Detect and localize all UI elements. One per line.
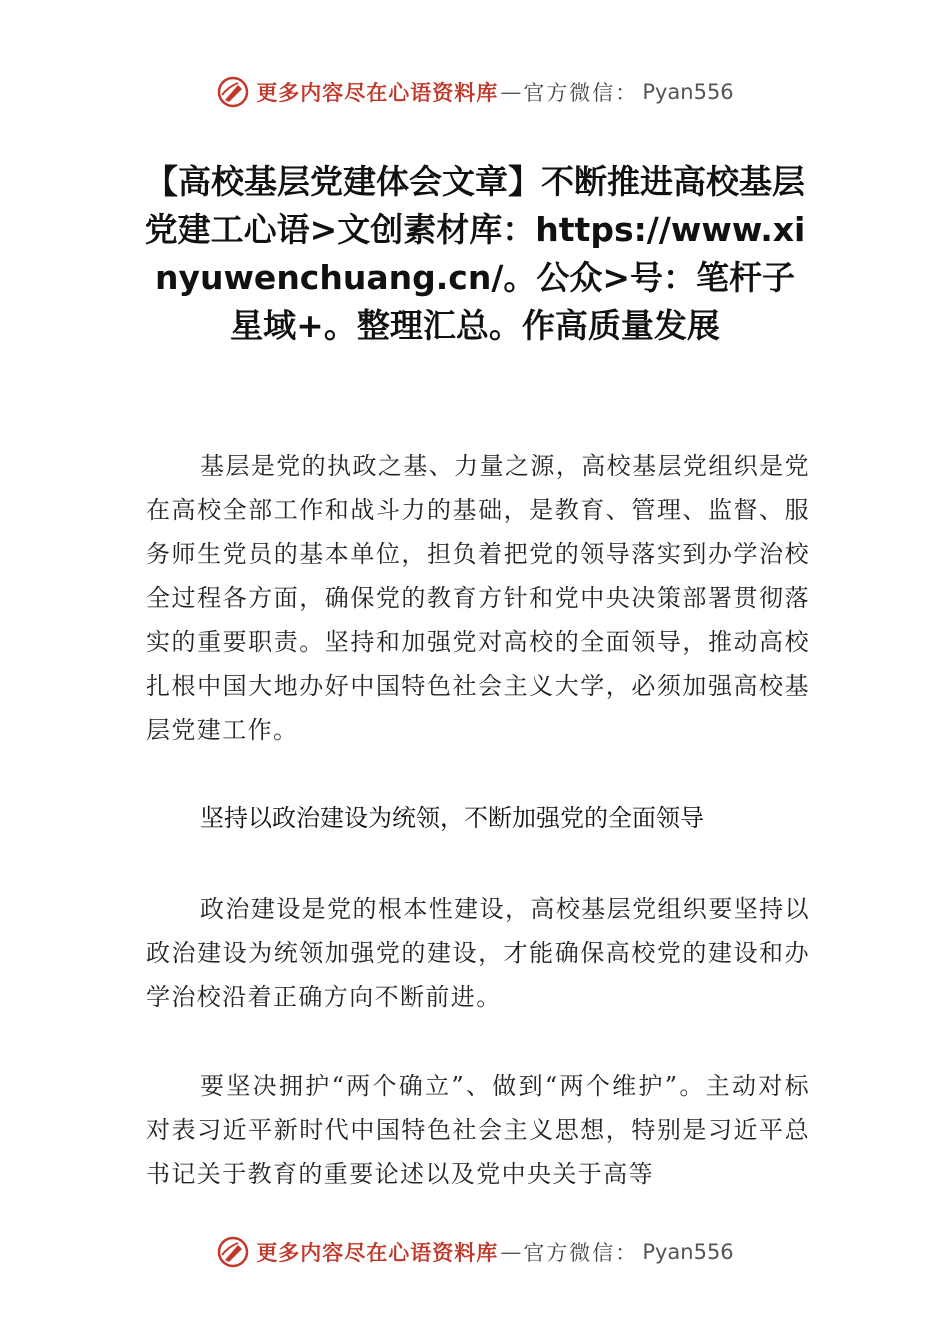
pen-nib-circle-logo-icon bbox=[216, 1235, 250, 1269]
banner-wechat-label: 官方微信： bbox=[523, 81, 639, 105]
banner-wechat-label: 官方微信： bbox=[523, 1241, 639, 1265]
document-title: 【高校基层党建体会文章】不断推进高校基层党建工心语>文创素材库：https://www.xinyuwenchuang.cn/。公众>号：笔杆子星域+。整理汇总。作高质量发展 bbox=[144, 162, 806, 345]
paragraph-political-building: 政治建设是党的根本性建设，高校基层党组织要坚持以政治建设为统领加强党的建设，才能确保高校党的建设和办学治校沿着正确方向不断前进。 bbox=[146, 895, 810, 1011]
pen-nib-circle-logo-icon bbox=[216, 75, 250, 109]
banner-separator: — bbox=[500, 80, 522, 104]
paragraph-two-establishments: 要坚决拥护“两个确立”、做到“两个维护”。主动对标对表习近平新时代中国特色社会主义思想，特别是习近平总书记关于教育的重要论述以及党中央关于高等 bbox=[146, 1072, 810, 1188]
section-heading: 坚持以政治建设为统领，不断加强党的全面领导 bbox=[200, 804, 704, 832]
banner-separator: — bbox=[500, 1240, 522, 1264]
header-banner bbox=[0, 70, 950, 114]
banner-wechat-id: Pyan556 bbox=[642, 1240, 734, 1264]
banner-wechat-id: Pyan556 bbox=[642, 80, 734, 104]
banner-slogan: 更多内容尽在心语资料库 bbox=[256, 1240, 499, 1265]
footer-banner bbox=[0, 1230, 950, 1274]
paragraph-intro: 基层是党的执政之基、力量之源，高校基层党组织是党在高校全部工作和战斗力的基础，是教育、管理、监督、服务师生党员的基本单位，担负着把党的领导落实到办学治校全过程各方面，确保党的教育方针和党中央决策部署贯彻落实的重要职责。坚持和加强党对高校的全面领导，推动高校扎根中国大地办好中国特色社会主义大学，必须加强高校基层党建工作。 bbox=[146, 452, 810, 744]
banner-slogan: 更多内容尽在心语资料库 bbox=[256, 80, 499, 105]
